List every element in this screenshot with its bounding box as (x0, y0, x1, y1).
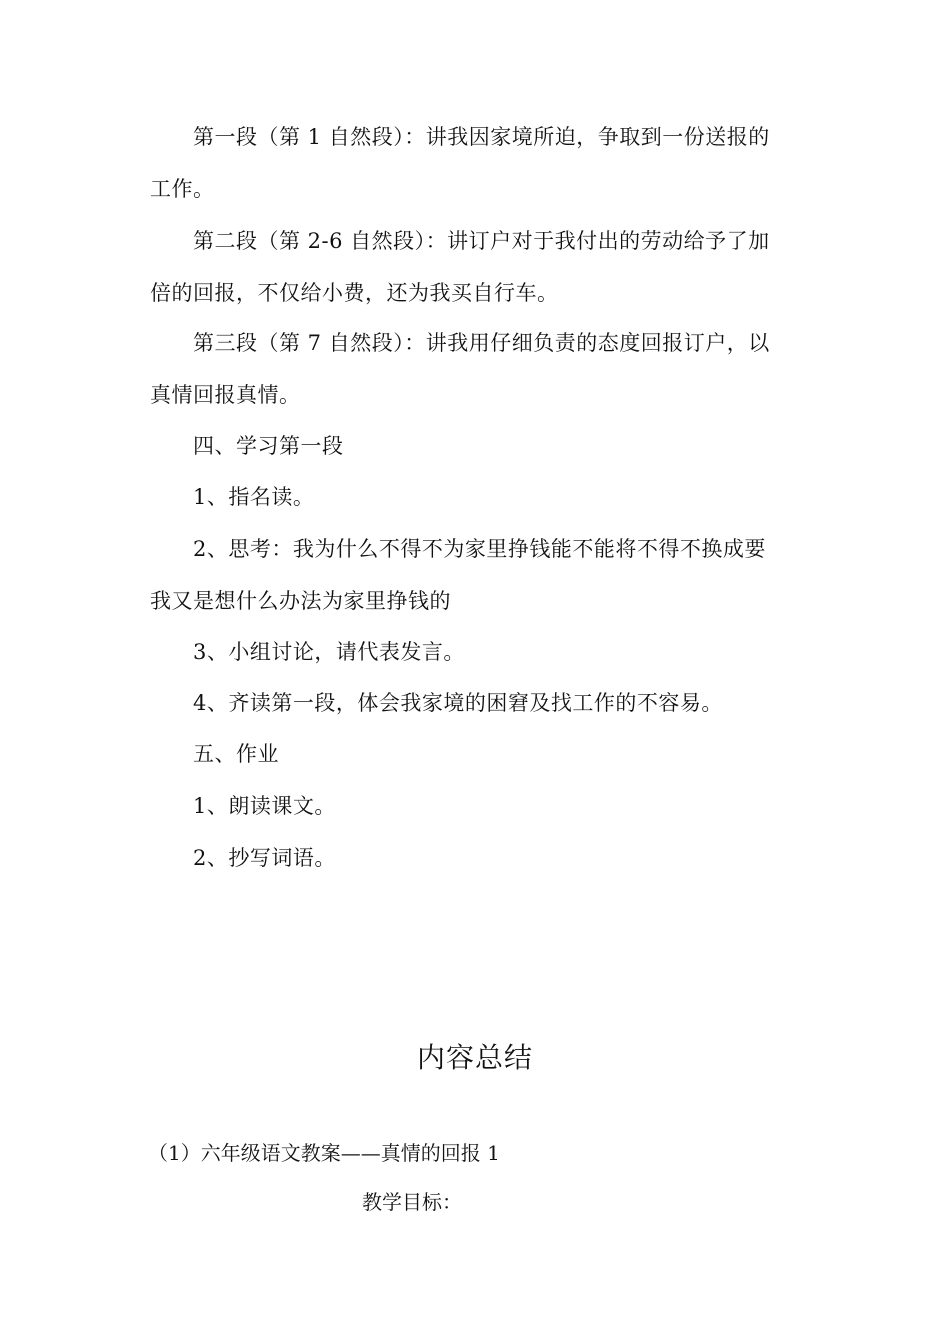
summary-subheading: 教学目标： (362, 1190, 462, 1214)
paragraph-1-line-1: 第一段（第 1 自然段）：讲我因家境所迫，争取到一份送报的 (193, 125, 770, 149)
section-4-heading: 四、学习第一段 (193, 434, 344, 458)
section-4-item-3: 3、小组讨论，请代表发言。 (193, 640, 465, 664)
paragraph-1-line-2: 工作。 (150, 177, 215, 201)
summary-item-1: （1）六年级语文教案——真情的回报 1 (148, 1141, 500, 1165)
section-5-item-2: 2、抄写词语。 (193, 846, 336, 870)
section-4-item-4: 4、齐读第一段，体会我家境的困窘及找工作的不容易。 (193, 691, 723, 715)
paragraph-2-line-1: 第二段（第 2-6 自然段）：讲订户对于我付出的劳动给予了加 (193, 229, 770, 253)
summary-title: 内容总结 (416, 1041, 533, 1074)
paragraph-2-line-2: 倍的回报，不仅给小费，还为我买自行车。 (150, 281, 559, 305)
section-4-item-2-line-1: 2、思考：我为什么不得不为家里挣钱能不能将不得不换成要 (193, 537, 766, 561)
section-4-item-1: 1、指名读。 (193, 485, 315, 509)
section-5-heading: 五、作业 (193, 742, 279, 766)
section-5-item-1: 1、朗读课文。 (193, 794, 336, 818)
section-4-item-2-line-2: 我又是想什么办法为家里挣钱的 (150, 589, 451, 613)
paragraph-3-line-1: 第三段（第 7 自然段）：讲我用仔细负责的态度回报订户，以 (193, 331, 770, 355)
paragraph-3-line-2: 真情回报真情。 (150, 383, 301, 407)
